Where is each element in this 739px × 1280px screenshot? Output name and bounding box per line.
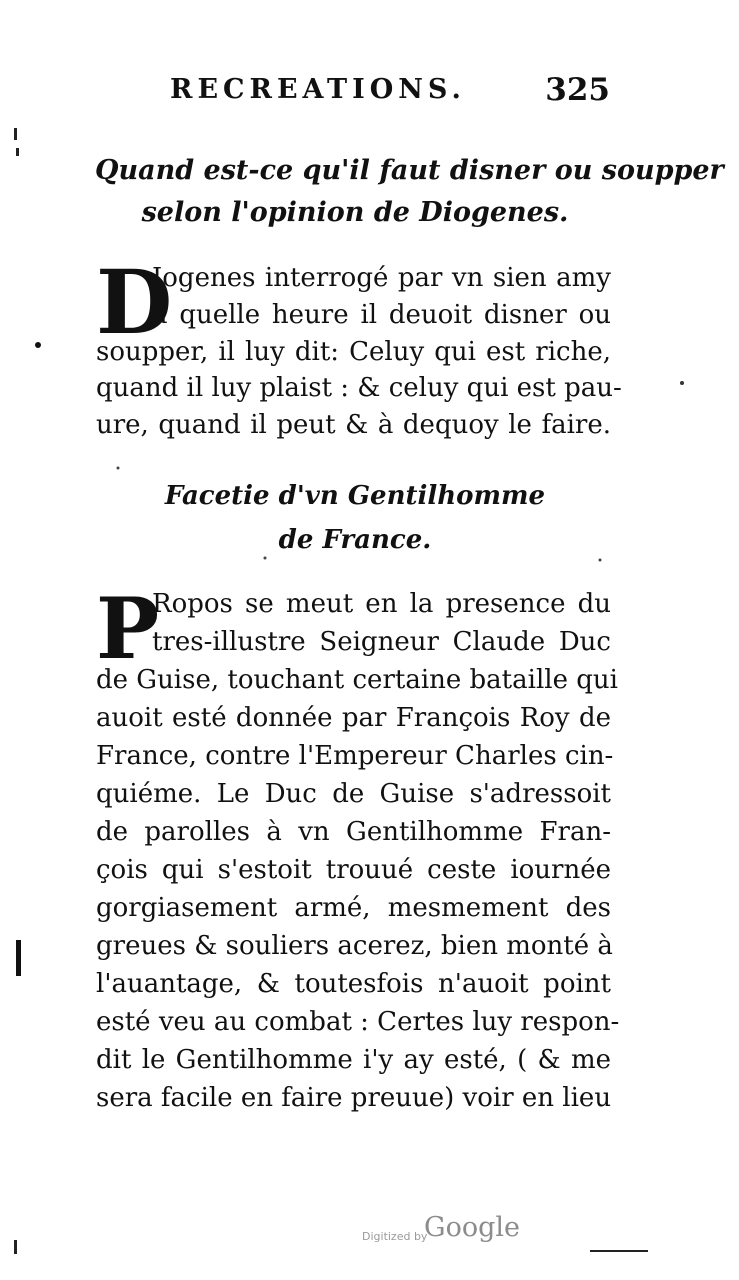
left-edge-mark (16, 148, 19, 156)
text-line: de parolles à vn Gentilhomme Fran- (96, 817, 611, 847)
text-line: Ropos se meut en la presence du (152, 589, 611, 619)
text-line: quiéme. Le Duc de Guise s'adressoit (96, 779, 611, 809)
drop-cap: P (96, 579, 160, 678)
text-line: greues & souliers acerez, bien monté à (96, 931, 613, 961)
text-line: tres-illustre Seigneur Claude Duc (152, 627, 611, 657)
heading-line: Quand est-ce qu'il faut disner ou soupper (95, 155, 724, 186)
section-heading-diogenes (95, 150, 724, 234)
speck (680, 381, 684, 385)
text-line: sera facile en faire preuue) voir en lieu (96, 1083, 612, 1113)
heading-line: Facetie d'vn Gentilhomme (164, 481, 546, 511)
text-line: auoit esté donnée par François Roy de (96, 703, 611, 733)
digitized-label: Digitized by (362, 1230, 428, 1243)
text-line: dit le Gentilhomme i'y ay esté, ( & me (96, 1045, 611, 1075)
page-number: 325 (545, 72, 610, 108)
text-line: quand il luy plaist : & celuy qui est pau- (96, 373, 622, 404)
page-edge-line (590, 1250, 648, 1252)
running-title: RECREATIONS. (170, 74, 466, 105)
running-head (170, 74, 610, 118)
section-heading-facetie (95, 474, 615, 562)
left-edge-mark (14, 1240, 17, 1254)
text-line: France, contre l'Empereur Charles cin- (96, 741, 614, 771)
digitized-footer (362, 1212, 522, 1252)
text-line: soupper, il luy dit: Celuy qui est riche, (96, 336, 611, 367)
text-line: l'auantage, & toutesfois n'auoit point (96, 969, 611, 999)
text-line: de Guise, touchant certaine bataille qui (96, 665, 618, 695)
drop-cap: D (96, 250, 173, 354)
margin-dot (35, 342, 41, 348)
left-edge-mark (14, 128, 17, 140)
text-line: ure, quand il peut & à dequoy le faire. (96, 410, 611, 441)
text-line: esté veu au combat : Certes luy respon- (96, 1007, 620, 1037)
heading-line: selon l'opinion de Diogenes. (141, 197, 569, 228)
heading-line: de France. (278, 525, 432, 555)
text-line: çois qui s'estoit trouué ceste iournée (96, 855, 611, 885)
speck (117, 467, 120, 470)
left-edge-bar (16, 940, 21, 976)
paragraph-facetie (96, 579, 620, 1117)
paragraph-diogenes (96, 250, 622, 444)
text-line: gorgiasement armé, mesmement des (96, 893, 611, 923)
text-line: à quelle heure il deuoit disner ou (152, 299, 611, 330)
google-logo: Google (424, 1212, 520, 1243)
text-line: Iogenes interrogé par vn sien amy (152, 263, 611, 293)
